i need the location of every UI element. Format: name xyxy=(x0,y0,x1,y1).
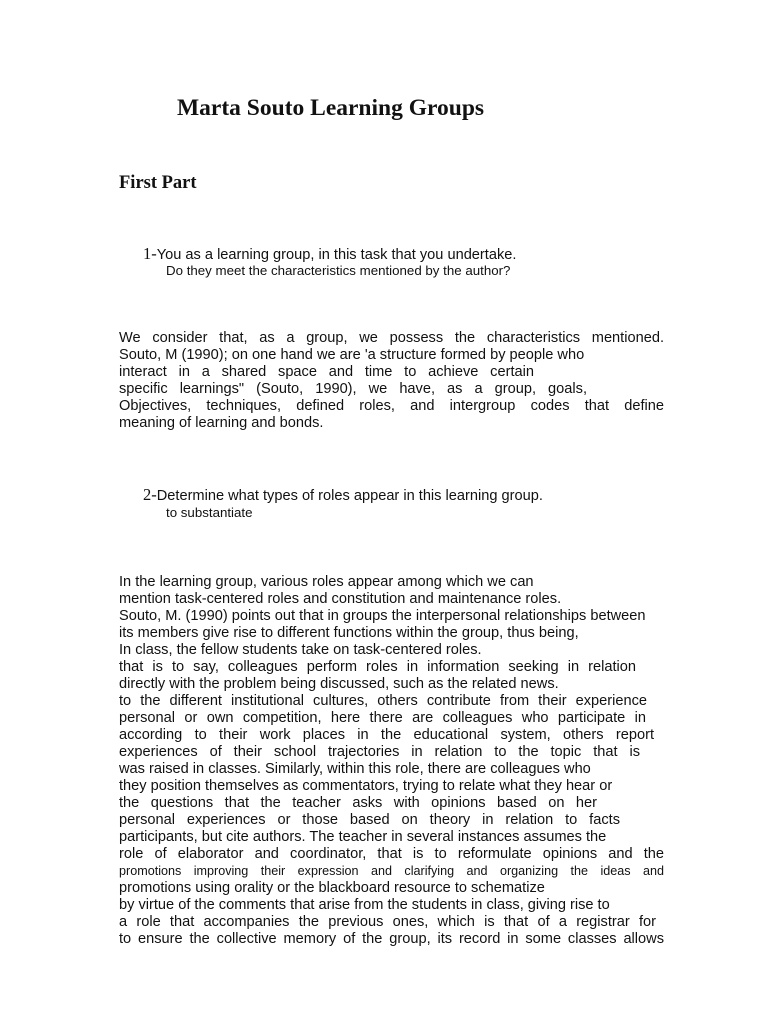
answer-2-line: Souto, M. (1990) points out that in groups the interpersonal relationships between xyxy=(119,608,646,624)
answer-2-line: they position themselves as commentators, trying to relate what they hear or xyxy=(119,778,613,794)
answer-2-line: was raised in classes. Similarly, within this role, there are colleagues who xyxy=(119,761,591,777)
answer-1-line: We consider that, as a group, we possess the characteristics mentioned. xyxy=(119,330,664,346)
answer-2-paragraph xyxy=(119,574,664,948)
answer-1-line: interact in a shared space and time to achieve certain xyxy=(119,364,534,380)
answer-2-line: participants, but cite authors. The teacher in several instances assumes the xyxy=(119,829,607,845)
answer-2-line: its members give rise to different functions within the group, thus being, xyxy=(119,625,579,641)
answer-2-line: a role that accompanies the previous ones, which is that of a registrar for xyxy=(119,914,656,930)
answer-1-line: meaning of learning and bonds. xyxy=(119,415,324,431)
answer-2-line: In class, the fellow students take on task-centered roles. xyxy=(119,642,482,658)
answer-2-line: that is to say, colleagues perform roles in information seeking in relation xyxy=(119,659,636,675)
answer-1-paragraph xyxy=(119,330,664,432)
answer-2-line: experiences of their school trajectories in relation to the topic that is xyxy=(119,744,640,760)
answer-2-line: role of elaborator and coordinator, that is to reformulate opinions and the xyxy=(119,846,664,862)
answer-2-line: to the different institutional cultures, others contribute from their experience xyxy=(119,693,647,709)
question-2 xyxy=(143,486,543,505)
answer-2-line: personal experiences or those based on theory in relation to facts xyxy=(119,812,620,828)
question-2-number: 2- xyxy=(143,485,157,504)
question-1-text: You as a learning group, in this task that you undertake. xyxy=(156,247,517,263)
section-heading: First Part xyxy=(119,173,197,193)
answer-2-line: the questions that the teacher asks with opinions based on her xyxy=(119,795,597,811)
answer-2-line: In the learning group, various roles appear among which we can xyxy=(119,574,534,590)
answer-2-line: according to their work places in the educational system, others report xyxy=(119,727,654,743)
document-title: Marta Souto Learning Groups xyxy=(177,95,485,121)
question-1-number: 1- xyxy=(143,244,157,263)
answer-2-line: mention task-centered roles and constitution and maintenance roles. xyxy=(119,591,562,607)
answer-2-line: promotions improving their expression and clarifying and organizing the ideas and xyxy=(119,864,664,878)
question-1-subtext: Do they meet the characteristics mentioned by the author? xyxy=(166,263,511,278)
answer-2-line: directly with the problem being discussed, such as the related news. xyxy=(119,676,559,692)
answer-2-line: personal or own competition, here there are colleagues who participate in xyxy=(119,710,646,726)
answer-2-line: by virtue of the comments that arise from the students in class, giving rise to xyxy=(119,897,610,913)
question-2-subtext: to substantiate xyxy=(166,505,253,520)
answer-2-line: to ensure the collective memory of the group, its record in some classes allows xyxy=(119,931,664,947)
question-2-text: Determine what types of roles appear in this learning group. xyxy=(156,488,543,504)
answer-2-line: promotions using orality or the blackboard resource to schematize xyxy=(119,880,545,896)
answer-1-line: Objectives, techniques, defined roles, and intergroup codes that define xyxy=(119,398,664,414)
answer-1-line: Souto, M (1990); on one hand we are 'a structure formed by people who xyxy=(119,347,585,363)
answer-1-line: specific learnings" (Souto, 1990), we have, as a group, goals, xyxy=(119,381,587,397)
